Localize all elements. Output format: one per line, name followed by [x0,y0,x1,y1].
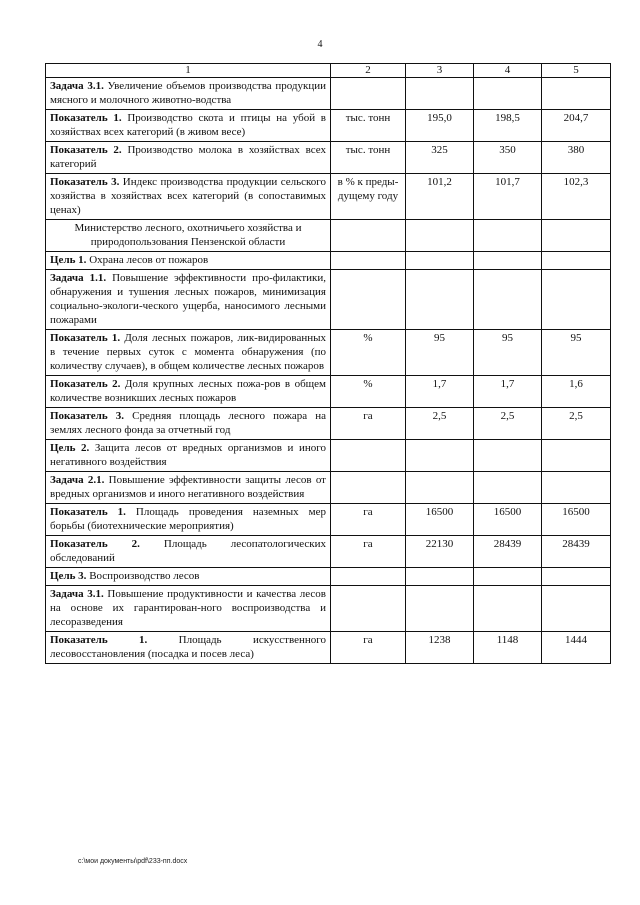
row-label: Показатель 3. [50,410,125,422]
unit-cell: в % к преды-дущему году [331,174,406,220]
indicators-table [45,63,611,664]
table-body [46,78,611,664]
row-text: Производство молока в хозяйствах всех категорий [50,144,326,170]
value-cell [406,568,474,586]
column-header: 5 [542,64,611,78]
value-cell: 1,7 [406,376,474,408]
unit-cell [331,440,406,472]
value-cell [474,270,542,330]
value-cell: 1238 [406,632,474,664]
row-text: Площадь искусственного лесовосстановления (посадка и посев леса) [50,634,327,660]
value-cell [474,472,542,504]
column-header: 3 [406,64,474,78]
unit-cell: га [331,408,406,440]
row-description [46,78,331,110]
file-path-footer: c:\мои документы\pdf\233-пп.docx [78,858,188,865]
value-cell [406,586,474,632]
value-cell: 198,5 [474,110,542,142]
row-description [46,110,331,142]
unit-cell [331,586,406,632]
row-description [46,330,331,376]
table-row [46,376,611,408]
empty-cell [331,220,406,252]
value-cell [406,440,474,472]
value-cell: 28439 [542,536,611,568]
row-description [46,408,331,440]
row-label: Показатель 2. [50,378,121,390]
value-cell: 101,7 [474,174,542,220]
value-cell [406,78,474,110]
value-cell [474,568,542,586]
table-row [46,586,611,632]
table-row [46,330,611,376]
row-description [46,174,331,220]
table-row [46,568,611,586]
row-label: Показатель 1. [50,112,122,124]
column-header: 4 [474,64,542,78]
value-cell [542,472,611,504]
value-cell: 95 [406,330,474,376]
empty-cell [542,220,611,252]
row-label: Задача 1.1. [50,272,107,284]
value-cell [474,586,542,632]
table-row [46,504,611,536]
table-row [46,252,611,270]
value-cell [406,472,474,504]
value-cell: 102,3 [542,174,611,220]
row-label: Показатель 1. [50,332,121,344]
row-description [46,472,331,504]
row-label: Цель 3. [50,570,87,582]
row-description [46,536,331,568]
unit-cell: % [331,330,406,376]
value-cell [542,78,611,110]
row-label: Показатель 1. [50,506,126,518]
row-label: Показатель 2. [50,144,122,156]
value-cell [474,440,542,472]
value-cell [474,252,542,270]
row-description [46,142,331,174]
row-text: Повышение продуктивности и качества лесов на основе их гарантирован-ного воспроизводства и лесоразведения [50,588,326,628]
table-row [46,142,611,174]
table-row [46,536,611,568]
unit-cell: га [331,504,406,536]
row-label: Цель 2. [50,442,90,454]
row-description [46,270,331,330]
empty-cell [474,220,542,252]
value-cell [542,440,611,472]
value-cell [406,252,474,270]
value-cell [542,270,611,330]
unit-cell [331,472,406,504]
value-cell: 1444 [542,632,611,664]
row-description [46,632,331,664]
unit-cell: тыс. тонн [331,110,406,142]
value-cell: 204,7 [542,110,611,142]
unit-cell: га [331,536,406,568]
value-cell [406,270,474,330]
row-label: Задача 3.1. [50,80,104,92]
table-row [46,110,611,142]
table-row [46,632,611,664]
table-row [46,440,611,472]
row-label: Задача 2.1. [50,474,105,486]
row-text: Повышение эффективности защиты лесов от вредных организмов и иного негативного воздействия [50,474,326,500]
table-row [46,174,611,220]
value-cell: 1,7 [474,376,542,408]
row-label: Показатель 3. [50,176,120,188]
value-cell: 350 [474,142,542,174]
value-cell: 380 [542,142,611,174]
value-cell: 16500 [474,504,542,536]
row-text: Площадь лесопатологических обследований [50,538,326,564]
row-description [46,252,331,270]
row-label: Цель 1. [50,254,87,266]
row-text: Доля лесных пожаров, лик-видированных в течение первых суток с момента обнаружения (по количеству случаев), в общем количестве лесных пожаров [50,332,327,372]
value-cell: 1,6 [542,376,611,408]
row-text: Увеличение объемов производства продукции мясного и молочного животно-водства [50,80,326,106]
value-cell: 95 [542,330,611,376]
value-cell: 101,2 [406,174,474,220]
ministry-title: Министерство лесного, охотничьего хозяйства и природопользования Пензенской области [46,220,331,252]
page-number: 4 [317,39,323,50]
unit-cell [331,78,406,110]
row-text: Повышение эффективности про-филактики, обнаружения и тушения лесных пожаров, минимизация социально-экологи-ческого ущерба, наносимого лесными пожарами [50,272,326,326]
value-cell: 1148 [474,632,542,664]
row-description [46,504,331,536]
row-label: Показатель 1. [50,634,148,646]
value-cell: 28439 [474,536,542,568]
row-text: Средняя площадь лесного пожара на землях лесного фонда за отчетный год [50,410,327,436]
value-cell [542,586,611,632]
table-row [46,472,611,504]
value-cell: 16500 [542,504,611,536]
value-cell: 195,0 [406,110,474,142]
row-text: Охрана лесов от пожаров [86,254,209,266]
ministry-header-row [46,220,611,252]
value-cell [474,78,542,110]
unit-cell: га [331,632,406,664]
column-header: 2 [331,64,406,78]
value-cell [542,568,611,586]
table-row [46,408,611,440]
value-cell: 325 [406,142,474,174]
empty-cell [406,220,474,252]
row-text: Доля крупных лесных пожа-ров в общем количестве возникших лесных пожаров [50,378,326,404]
row-description [46,376,331,408]
row-description [46,440,331,472]
table-row [46,78,611,110]
row-text: Площадь проведения наземных мер борьбы (биотехнические мероприятия) [50,506,326,532]
unit-cell: тыс. тонн [331,142,406,174]
value-cell: 2,5 [474,408,542,440]
value-cell: 22130 [406,536,474,568]
row-description [46,586,331,632]
row-text: Воспроизводство лесов [86,570,200,582]
table-row [46,270,611,330]
row-label: Задача 3.1. [50,588,104,600]
value-cell [542,252,611,270]
row-description [46,568,331,586]
row-text: Защита лесов от вредных организмов и иного негативного воздействия [50,442,326,468]
value-cell: 16500 [406,504,474,536]
value-cell: 2,5 [406,408,474,440]
unit-cell [331,252,406,270]
value-cell: 2,5 [542,408,611,440]
column-header: 1 [46,64,331,78]
unit-cell [331,270,406,330]
table-header-row [46,64,611,78]
row-label: Показатель 2. [50,538,140,550]
unit-cell: % [331,376,406,408]
row-text: Производство скота и птицы на убой в хозяйствах всех категорий (в живом весе) [50,112,326,138]
row-text: Индекс производства продукции сельского хозяйства в хозяйствах всех категорий (в сопоставимых ценах) [50,176,327,216]
unit-cell [331,568,406,586]
value-cell: 95 [474,330,542,376]
